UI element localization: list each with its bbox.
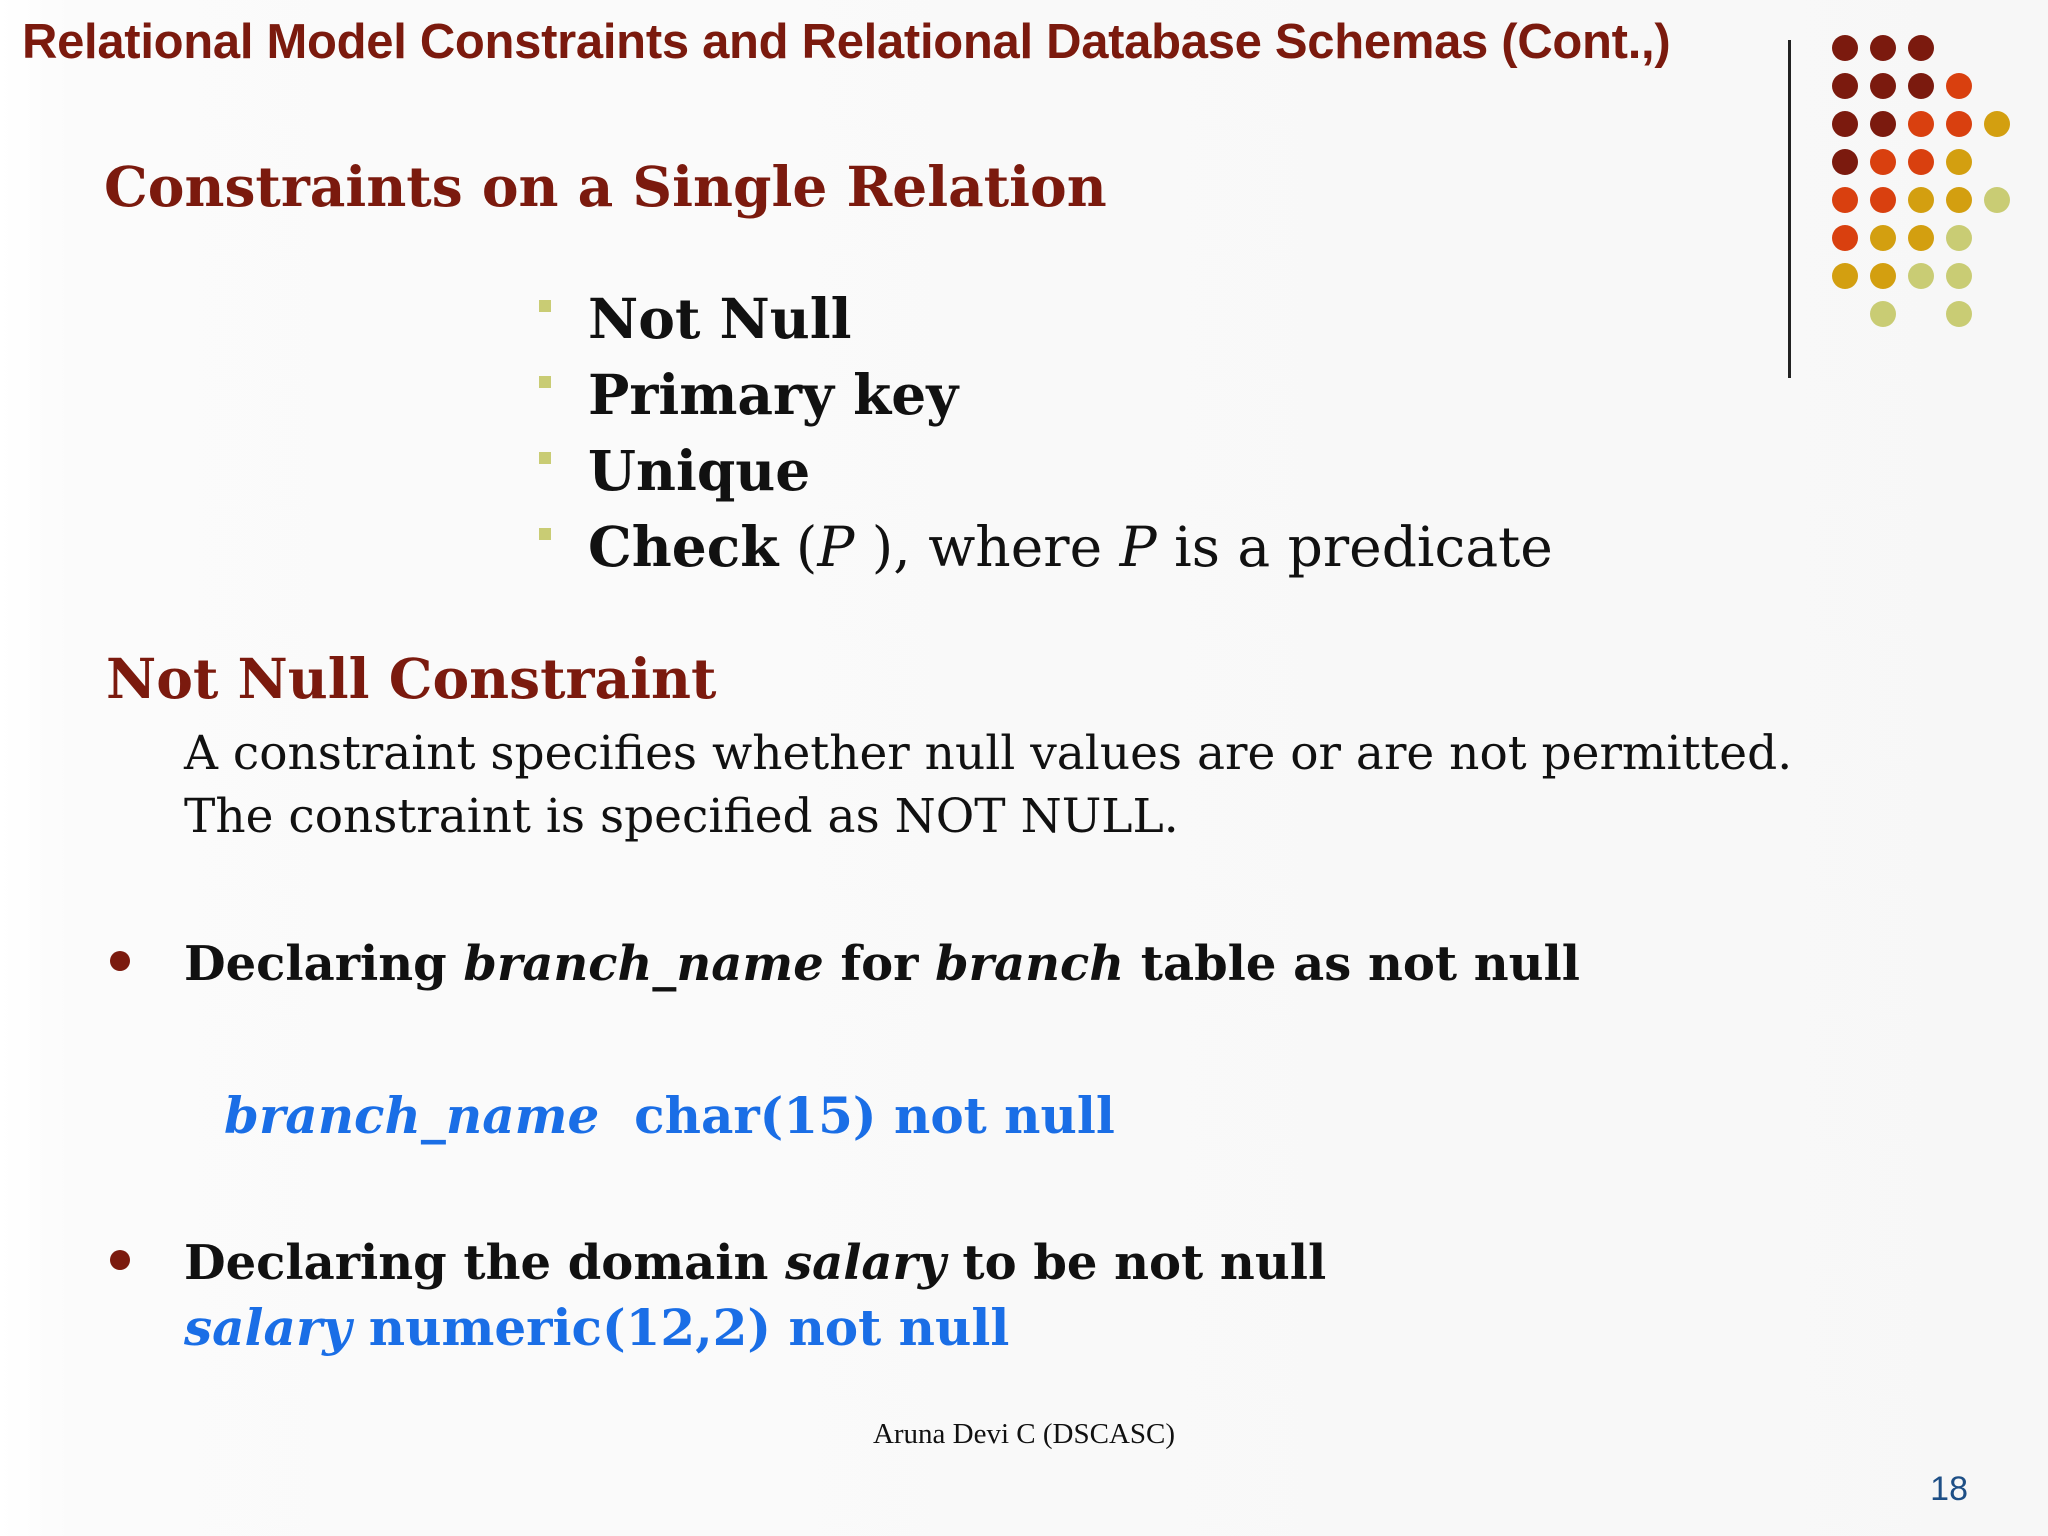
code-branch-name — [224, 1086, 1115, 1145]
list-item-label — [588, 514, 1553, 579]
not-null-description: A constraint specifies whether null values are or are not permitted. The constraint is specified as NOT NULL. — [184, 726, 1793, 844]
slide-title: Relational Model Constraints and Relational Database Schemas (Cont.,) — [22, 15, 1671, 69]
list-item — [534, 508, 1553, 584]
bullet-declaring-branch-name — [184, 936, 1580, 992]
list-item — [534, 280, 1553, 356]
bullet-icon — [110, 1250, 130, 1270]
square-bullet-icon — [539, 452, 551, 464]
bullet-text-italic: branch — [935, 936, 1125, 992]
constraint-list — [534, 280, 1553, 584]
code-salary — [184, 1298, 1009, 1357]
bullet-text-italic: salary — [785, 1235, 946, 1291]
code-declaration: char(15) not null — [599, 1086, 1115, 1145]
list-item — [534, 432, 1553, 508]
bullet-text-part: for — [823, 936, 936, 992]
bullet-text-part: to be not null — [945, 1235, 1327, 1291]
page-number: 18 — [1930, 1470, 1968, 1508]
bullet-declaring-salary — [184, 1235, 1326, 1291]
bullet-text-part: Declaring the domain — [184, 1235, 786, 1291]
square-bullet-icon — [539, 376, 551, 388]
check-text: ), where — [854, 514, 1120, 579]
check-keyword: Check — [588, 513, 779, 579]
slide-footer: Aruna Devi C (DSCASC) — [872, 1418, 1176, 1450]
section-heading-single-relation: Constraints on a Single Relation — [104, 154, 1107, 219]
list-item — [534, 356, 1553, 432]
check-text: is a predicate — [1156, 514, 1553, 579]
list-item-label: Primary key — [588, 361, 959, 427]
list-item-label: Not Null — [588, 285, 852, 351]
section-heading-not-null: Not Null Constraint — [106, 646, 717, 711]
square-bullet-icon — [539, 300, 551, 312]
predicate-symbol: P — [817, 514, 855, 579]
square-bullet-icon — [539, 528, 551, 540]
title-divider-line — [1788, 40, 1791, 378]
predicate-symbol: P — [1119, 514, 1157, 579]
list-item-label: Unique — [588, 437, 811, 503]
code-identifier: branch_name — [224, 1086, 600, 1145]
check-text: ( — [778, 514, 818, 579]
bullet-text-italic: branch_name — [463, 936, 824, 992]
bullet-text-part: Declaring — [184, 936, 464, 992]
bullet-icon — [110, 951, 130, 971]
code-declaration: numeric(12,2) not null — [351, 1298, 1010, 1357]
bullet-text-part: table as not null — [1124, 936, 1581, 992]
code-identifier: salary — [184, 1298, 352, 1357]
